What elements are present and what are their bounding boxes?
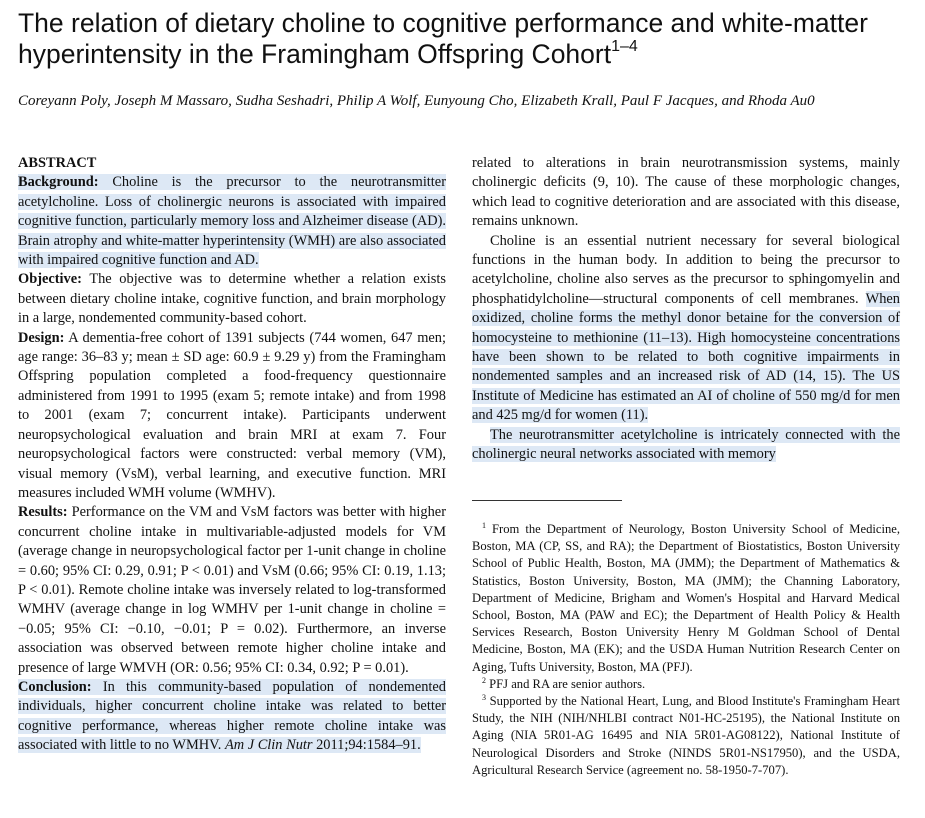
abstract-heading: ABSTRACT	[18, 155, 97, 171]
objective-label: Objective:	[18, 271, 82, 288]
footnote-1	[472, 521, 900, 676]
abstract-background	[18, 173, 446, 270]
footnote-2-text: PFJ and RA are senior authors.	[489, 676, 646, 691]
design-label: Design:	[18, 329, 65, 346]
body-paragraph-2-text: Choline is an essential nutrient necessary for several biological functions in the human body. In addition to being the precursor to acetylcholine, choline also serves as the precursor to sphingomyelin and phosphatidylcholine—structural components of cell membranes.	[472, 232, 900, 307]
footnote-3-text: Supported by the National Heart, Lung, and Blood Institute's Framingham Heart Study, the NIH (NIH/NHLBI contract N01-HC-25195), the National Institute on Aging (NIA 5R01-AG 16495 and NIA 5R01-AG08122), National Institute of Neurological Disorders and Stroke (NINDS 5R01-NS17950), and the USDA, Agricultural Research Service (agreement no. 58-1950-7-707).	[472, 694, 900, 777]
body-paragraph-3-highlight: The neurotransmitter acetylcholine is intricately connected with the cholinergic neural networks associated with memory	[472, 426, 900, 463]
footnote-1-text: From the Department of Neurology, Boston University School of Medicine, Boston, MA (CP, SS, and RA); the Department of Biostatistics, Boston University School of Public Health, Boston, MA (JMM); the Department of Mathematics & Statistics, Boston University, Boston, MA (JMM); the Channing Laboratory, Department of Medicine, Brigham and Women's Hospital and Harvard Medical School, Boston, MA (PAW and EC); the Department of Health Policy & Health Services Research, Boston University Henry M Goldman School of Dental Medicine, Boston, MA (EK); and the USDA Human Nutrition Research Center on Aging, Tufts University, Boston, MA (PFJ).	[472, 522, 900, 674]
footnote-2-mark: 2	[482, 675, 486, 685]
paper-title	[18, 8, 908, 70]
background-highlight	[18, 174, 446, 268]
abstract-objective	[18, 270, 446, 328]
conclusion-text: In this community-based population of nondemented individuals, higher concurrent choline intake was related to better cognitive performance, whereas higher remote choline intake was associated with little to no WMHV.	[18, 678, 446, 754]
title-footnote-marks: 1–4	[611, 38, 638, 55]
background-label: Background:	[18, 174, 99, 191]
abstract-conclusion	[18, 678, 446, 756]
citation-details: 2011;94:1584–91.	[316, 737, 421, 754]
abstract-results	[18, 503, 446, 678]
paper-title-text: The relation of dietary choline to cognitive performance and white-matter hyperintensity in the Framingham Offspring Cohort	[18, 8, 868, 69]
conclusion-highlight	[18, 679, 446, 753]
footnotes	[472, 521, 900, 779]
abstract-column	[18, 154, 446, 756]
abstract-design	[18, 329, 446, 504]
footnote-2	[472, 676, 900, 693]
design-text: A dementia-free cohort of 1391 subjects (744 women, 647 men; age range: 36–83 y; mean ± SD age: 60.9 ± 9.29 y) from the Framingham Offspring population completed a food-frequency questionnaire administered from 1991 to 1995 (exam 5; remote intake) and from 1998 to 2001 (exam 7; concurrent intake). Participants underwent neuropsychological evaluation and brain MRI at exam 7. Four neuropsychological factors were constructed: verbal memory (VM), visual memory (VsM), verbal learning, and executive function. MRI measures included WMH volume (WMHV).	[18, 329, 446, 501]
footnote-divider	[472, 500, 622, 501]
body-paragraph-3	[472, 426, 900, 465]
body-column	[472, 154, 900, 465]
body-paragraph-2-highlight: When oxidized, choline forms the methyl donor betaine for the conversion of homocysteine to methionine (11–13). High homocysteine concentrations have been shown to be related to both cognitive impairments in nondemented samples and an increased risk of AD (14, 15). The US Institute of Medicine has estimated an AI of choline of 550 mg/d for men and 425 mg/d for women (11).	[472, 290, 900, 424]
author-list: Coreyann Poly, Joseph M Massaro, Sudha Seshadri, Philip A Wolf, Eunyoung Cho, Elizabeth Krall, Paul F Jacques, and Rhoda Au0	[18, 93, 815, 109]
results-label: Results:	[18, 504, 68, 521]
background-text: Choline is the precursor to the neurotransmitter acetylcholine. Loss of cholinergic neurons is associated with impaired cognitive function, particularly memory loss and Alzheimer disease (AD). Brain atrophy and white-matter hyperintensity (WMH) are also associated with impaired cognitive function and AD.	[18, 174, 446, 269]
citation-journal: Am J Clin Nutr	[224, 737, 313, 754]
conclusion-label: Conclusion:	[18, 678, 92, 695]
body-paragraph-2	[472, 232, 900, 426]
footnote-3	[472, 693, 900, 779]
body-paragraph-1: related to alterations in brain neurotransmission systems, mainly cholinergic deficits (9, 10). The cause of these morphologic changes, which lead to cognitive deterioration and are associated with this disease, remains unknown.	[472, 155, 900, 230]
objective-text: The objective was to determine whether a relation exists between dietary choline intake, cognitive function, and brain morphology in a large, nondemented community-based cohort.	[18, 271, 446, 327]
footnote-3-mark: 3	[482, 693, 486, 703]
results-text: Performance on the VM and VsM factors was better with higher concurrent choline intake in multivariable-adjusted models for VM (average change in neuropsychological factor per 1-unit change in choline = 0.60; 95% CI: 0.29, 0.91; P < 0.01) and VsM (0.66; 95% CI: 0.19, 1.13; P < 0.01). Remote choline intake was inversely related to log-transformed WMHV (average change in log WMHV per 1-unit change in choline = −0.05; 95% CI: −0.10, −0.01; P = 0.02). Furthermore, an inverse association was observed between remote higher choline intake and presence of large WMVH (OR: 0.56; 95% CI: 0.34, 0.92; P = 0.01).	[18, 504, 446, 676]
footnote-1-mark: 1	[482, 521, 486, 530]
